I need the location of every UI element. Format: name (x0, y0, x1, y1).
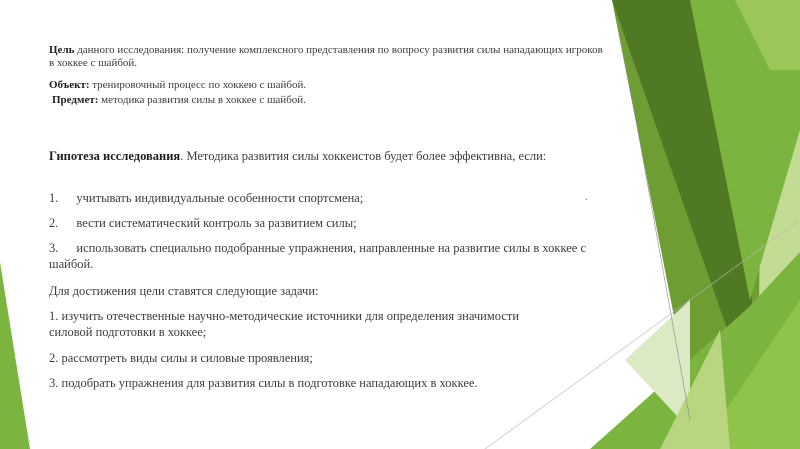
hypothesis-item-num: 3. (49, 241, 59, 255)
hypothesis-item-2 (49, 215, 609, 231)
subject-paragraph (52, 94, 612, 107)
hypothesis-paragraph (49, 148, 609, 164)
hypothesis-item-1 (49, 190, 609, 206)
task-item-3: 3. подобрать упражнения для развития силы в подготовке нападающих в хоккее. (49, 376, 478, 390)
object-paragraph (49, 79, 609, 92)
hypothesis-item-num: 2. (49, 216, 59, 230)
object-label: Объект: (49, 79, 90, 91)
hypothesis-text: . Методика развития силы хоккеистов будет более эффективна, если: (180, 149, 547, 163)
goal-paragraph (49, 44, 609, 70)
deco-left-sliver (0, 262, 30, 449)
hypothesis-item-text: учитывать индивидуальные особенности спортсмена; (76, 191, 364, 205)
task-item-1: 1. изучить отечественные научно-методические источники для определения значимости силовой подготовки в хоккее; (49, 309, 520, 339)
tasks-intro: Для достижения цели ставятся следующие задачи: (49, 284, 319, 298)
hypothesis-item-text: вести систематический контроль за развитием силы; (76, 216, 357, 230)
hypothesis-item-3 (49, 240, 599, 272)
subject-label: Предмет: (52, 94, 99, 106)
object-text: тренировочный процесс по хоккею с шайбой. (89, 79, 307, 91)
goal-text: данного исследования: получение комплексного представления по вопросу развития силы нападающих игроков в хоккее с шайбой. (49, 44, 603, 69)
hypothesis-item-num: 1. (49, 191, 59, 205)
task-item-2: 2. рассмотреть виды силы и силовые проявления; (49, 351, 313, 365)
stray-mark: . (585, 192, 588, 203)
hypothesis-label: Гипотеза исследования (49, 149, 181, 163)
subject-text: методика развития силы в хоккее с шайбой. (98, 94, 306, 106)
hypothesis-item-text: использовать специально подобранные упражнения, направленные на развитие силы в хоккее с шайбой. (49, 241, 587, 271)
goal-label: Цель (49, 44, 75, 56)
